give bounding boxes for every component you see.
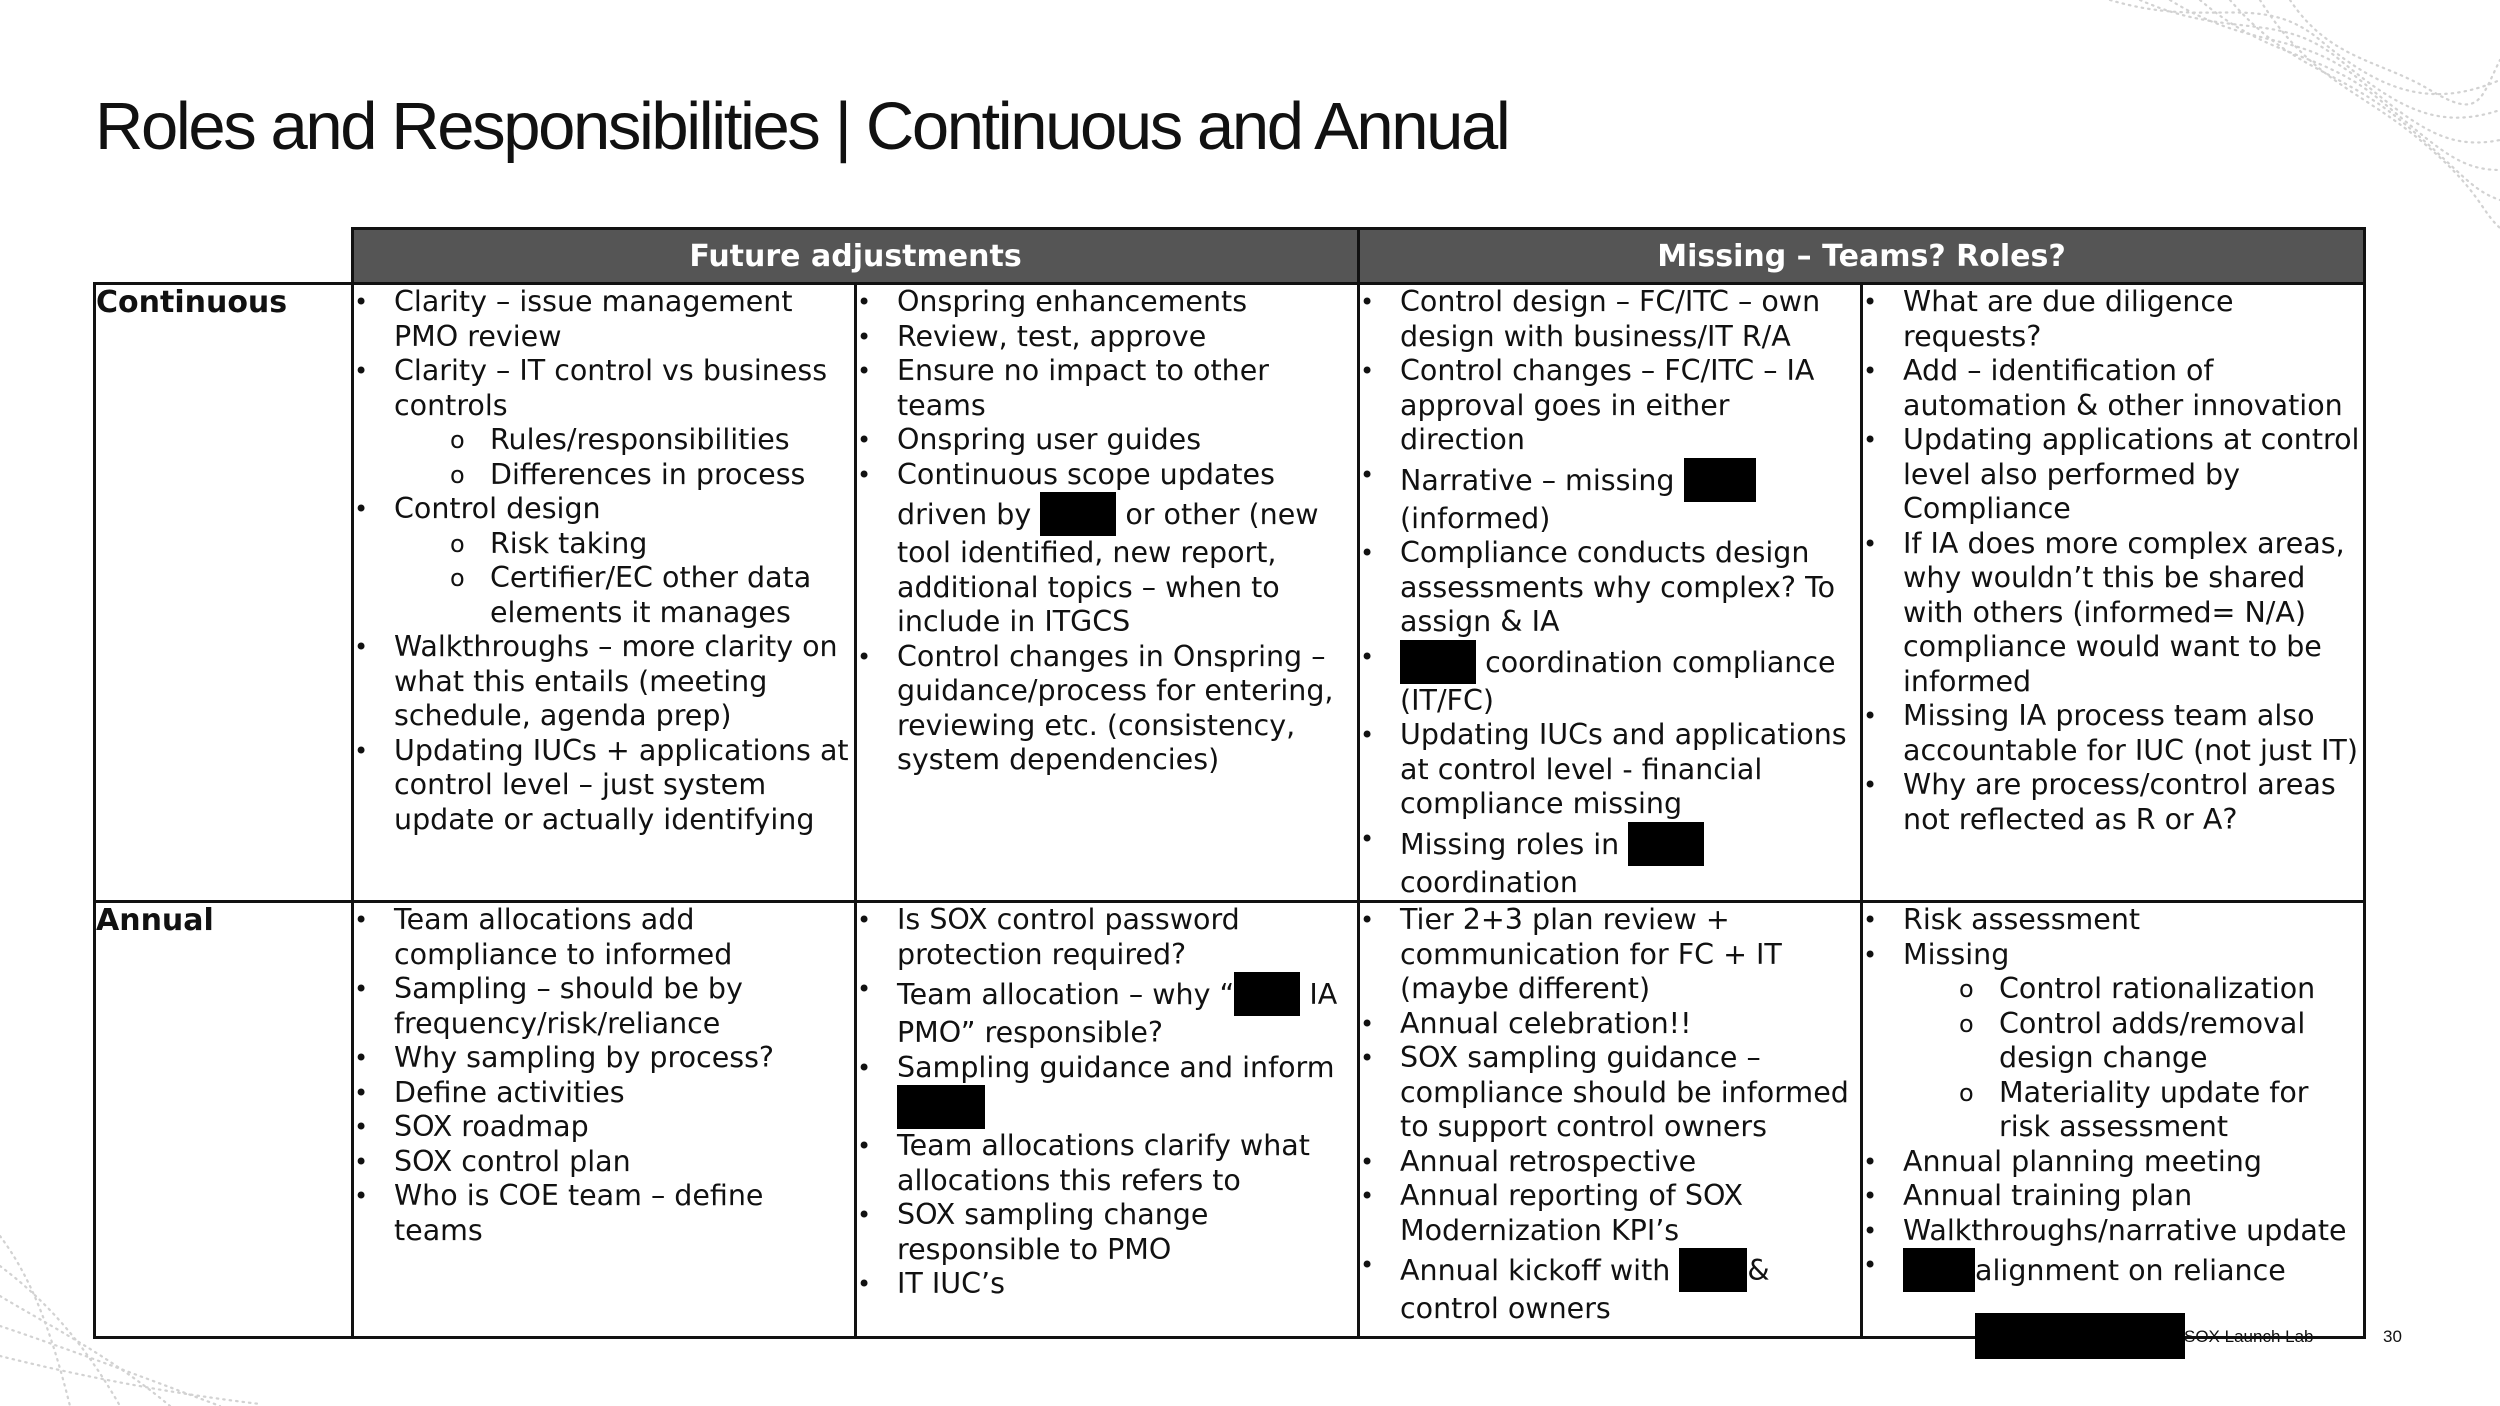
list-item: • Continuous scope updates driven by or other (new tool identified, new report, additional topics – when to include in ITGCS bbox=[857, 458, 1357, 640]
sub-list-item: o Certifier/EC other data elements it manages bbox=[450, 561, 854, 630]
redaction-block bbox=[1400, 640, 1476, 684]
list-item: • Missing IA process team also accountable for IUC (not just IT) bbox=[1863, 699, 2363, 768]
list-item: • Updating IUCs and applications at control level - financial compliance missing bbox=[1360, 718, 1860, 822]
list-item: • Add – identification of automation & other innovation bbox=[1863, 354, 2363, 423]
footer-label: SOX Launch Lab bbox=[2184, 1327, 2314, 1346]
redaction-block bbox=[1628, 822, 1704, 866]
list-item: • Risk assessment bbox=[1863, 903, 2363, 938]
footer-redaction-block bbox=[1975, 1313, 2185, 1359]
list-item: • SOX sampling change responsible to PMO bbox=[857, 1198, 1357, 1267]
row-annual bbox=[95, 902, 2365, 1338]
list-item: • SOX roadmap bbox=[354, 1110, 854, 1145]
continuous-future-col2 bbox=[856, 284, 1359, 902]
list-item: • Annual celebration!! bbox=[1360, 1007, 1860, 1042]
redaction-block bbox=[1679, 1248, 1747, 1292]
list-item: • Annual training plan bbox=[1863, 1179, 2363, 1214]
sub-list-item: o Control rationalization bbox=[1959, 972, 2363, 1007]
list-item: • Missing o Control rationalization o Control adds/removal design change o Materiality update for risk assessment bbox=[1863, 938, 2363, 1145]
sub-list-item: o Rules/responsibilities bbox=[450, 423, 854, 458]
list-item: • Annual reporting of SOX Modernization KPI’s bbox=[1360, 1179, 1860, 1248]
list-item: • Define activities bbox=[354, 1076, 854, 1111]
list-item: • coordination compliance (IT/FC) bbox=[1360, 640, 1860, 719]
continuous-future-col1 bbox=[353, 284, 856, 902]
list-item: • Onspring enhancements bbox=[857, 285, 1357, 320]
list-item: • Updating IUCs + applications at control level – just system update or actually identifying bbox=[354, 734, 854, 838]
list-item: • SOX sampling guidance – compliance should be informed to support control owners bbox=[1360, 1041, 1860, 1145]
list-item: • Why are process/control areas not reflected as R or A? bbox=[1863, 768, 2363, 837]
list-item: • alignment on reliance bbox=[1863, 1248, 2363, 1292]
list-item: • Clarity – IT control vs business controls o Rules/responsibilities o Differences in process bbox=[354, 354, 854, 492]
list-item: • If IA does more complex areas, why wouldn’t this be shared with others (informed= N/A) compliance would want to be informed bbox=[1863, 527, 2363, 700]
roles-table bbox=[93, 227, 2366, 1339]
row-label-annual: Annual bbox=[95, 902, 353, 1338]
list-item: • Onspring user guides bbox=[857, 423, 1357, 458]
list-item: • IT IUC’s bbox=[857, 1267, 1357, 1302]
header-row bbox=[95, 229, 2365, 284]
continuous-missing-col4 bbox=[1862, 284, 2365, 902]
header-future-adjustments: Future adjustments bbox=[353, 229, 1359, 284]
header-missing-teams-roles: Missing – Teams? Roles? bbox=[1359, 229, 2365, 284]
redaction-block bbox=[897, 1085, 985, 1129]
header-blank bbox=[95, 229, 353, 284]
slide-title: Roles and Responsibilities | Continuous and Annual bbox=[95, 89, 1509, 164]
list-item: • Annual kickoff with & control owners bbox=[1360, 1248, 1860, 1327]
annual-future-col2 bbox=[856, 902, 1359, 1338]
list-item: • SOX control plan bbox=[354, 1145, 854, 1180]
decorative-wave-top-right bbox=[2080, 0, 2500, 230]
list-item: • Sampling guidance and inform bbox=[857, 1051, 1357, 1130]
list-item: • Clarity – issue management PMO review bbox=[354, 285, 854, 354]
sub-list-item: o Differences in process bbox=[450, 458, 854, 493]
annual-missing-col3 bbox=[1359, 902, 1862, 1338]
list-item: • Control changes – FC/ITC – IA approval goes in either direction bbox=[1360, 354, 1860, 458]
list-item: • Sampling – should be by frequency/risk/reliance bbox=[354, 972, 854, 1041]
redaction-block bbox=[1903, 1248, 1975, 1292]
row-continuous bbox=[95, 284, 2365, 902]
redaction-block bbox=[1040, 492, 1116, 536]
page-number: 30 bbox=[2383, 1327, 2402, 1346]
list-item: • Control changes in Onspring – guidance/process for entering, reviewing etc. (consistency, system dependencies) bbox=[857, 640, 1357, 778]
list-item: • Walkthroughs – more clarity on what this entails (meeting schedule, agenda prep) bbox=[354, 630, 854, 734]
list-item: • Updating applications at control level also performed by Compliance bbox=[1863, 423, 2363, 527]
list-item: • Annual retrospective bbox=[1360, 1145, 1860, 1180]
list-item: • Ensure no impact to other teams bbox=[857, 354, 1357, 423]
sub-list-item: o Control adds/removal design change bbox=[1959, 1007, 2363, 1076]
annual-missing-col4 bbox=[1862, 902, 2365, 1338]
list-item: • Annual planning meeting bbox=[1863, 1145, 2363, 1180]
list-item: • Missing roles in coordination bbox=[1360, 822, 1860, 901]
redaction-block bbox=[1234, 972, 1300, 1016]
row-label-continuous: Continuous bbox=[95, 284, 353, 902]
list-item: • Narrative – missing (informed) bbox=[1360, 458, 1860, 537]
list-item: • Who is COE team – define teams bbox=[354, 1179, 854, 1248]
list-item: • Control design o Risk taking o Certifier/EC other data elements it manages bbox=[354, 492, 854, 630]
list-item: • Tier 2+3 plan review + communication for FC + IT (maybe different) bbox=[1360, 903, 1860, 1007]
list-item: • Walkthroughs/narrative update bbox=[1863, 1214, 2363, 1249]
list-item: • Team allocations add compliance to informed bbox=[354, 903, 854, 972]
list-item: • Compliance conducts design assessments why complex? To assign & IA bbox=[1360, 536, 1860, 640]
list-item: • Control design – FC/ITC – own design with business/IT R/A bbox=[1360, 285, 1860, 354]
list-item: • Why sampling by process? bbox=[354, 1041, 854, 1076]
list-item: • Team allocations clarify what allocations this refers to bbox=[857, 1129, 1357, 1198]
sub-list-item: o Materiality update for risk assessment bbox=[1959, 1076, 2363, 1145]
list-item: • What are due diligence requests? bbox=[1863, 285, 2363, 354]
continuous-missing-col3 bbox=[1359, 284, 1862, 902]
list-item: • Team allocation – why “ IA PMO” responsible? bbox=[857, 972, 1357, 1051]
list-item: • Review, test, approve bbox=[857, 320, 1357, 355]
annual-future-col1 bbox=[353, 902, 856, 1338]
redaction-block bbox=[1684, 458, 1756, 502]
list-item: • Is SOX control password protection required? bbox=[857, 903, 1357, 972]
sub-list-item: o Risk taking bbox=[450, 527, 854, 562]
